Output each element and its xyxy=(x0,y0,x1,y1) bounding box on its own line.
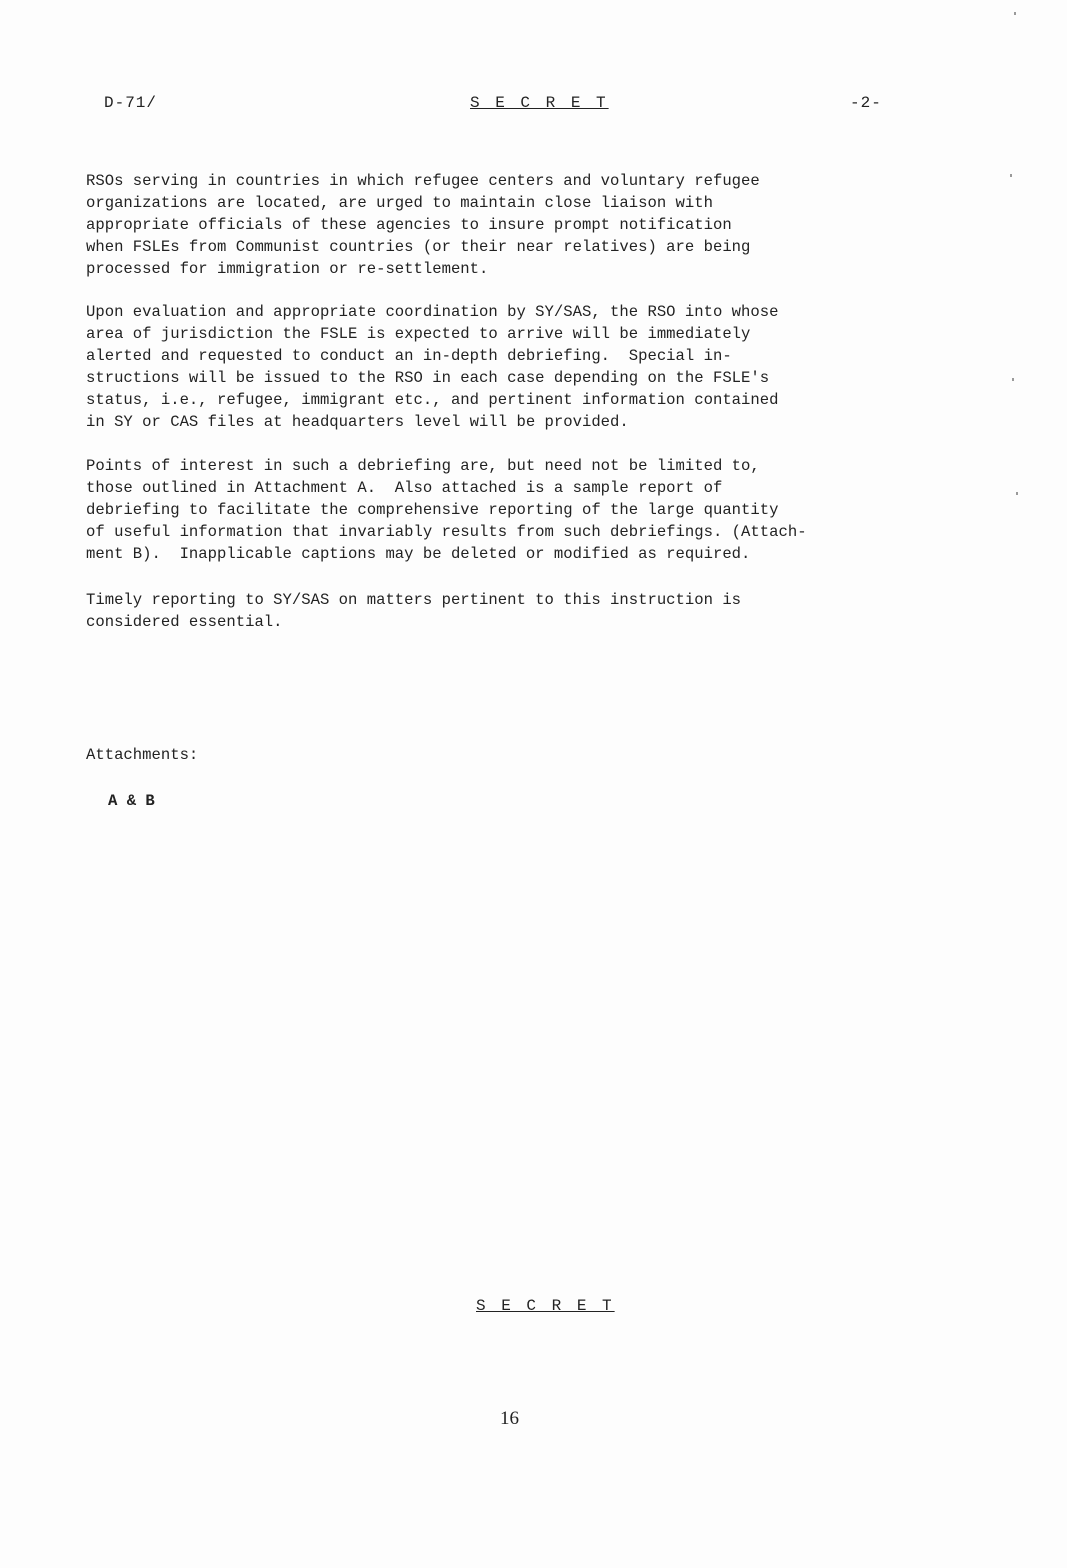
footer-classification: S E C R E T xyxy=(476,1297,615,1315)
header-classification: S E C R E T xyxy=(470,94,609,112)
paragraph-points-of-interest: Points of interest in such a debriefing are, but need not be limited to, those outlined in Attachment A. Also attached is a sample report of debriefing to facilitate the comprehensive reporting of the large quantity of useful information that invariably results from such debriefings. (Attach- ment B). Inapplicable captions may be deleted or modified as required. xyxy=(86,457,807,563)
document-reference: D-71/ xyxy=(104,94,158,112)
attachments-label: Attachments: xyxy=(86,746,199,764)
scan-speck xyxy=(1012,378,1014,381)
scan-speck xyxy=(1016,492,1018,495)
scan-speck xyxy=(1010,174,1012,177)
paragraph-liaison: RSOs serving in countries in which refugee centers and voluntary refugee organizations are located, are urged to maintain close liaison with appropriate officials of these agencies to insure prompt notification when FSLEs from Communist countries (or their near relatives) are being processed for immigration or re-settlement. xyxy=(86,172,760,278)
paragraph-evaluation: Upon evaluation and appropriate coordination by SY/SAS, the RSO into whose area of jurisdiction the FSLE is expected to arrive will be immediately alerted and requested to conduct an in-depth debriefing. Special in- structions will be issued to the RSO in each case depending on the FSLE's status, i.e., refugee, immigrant etc., and pertinent information contained in SY or CAS files at headquarters level will be provided. xyxy=(86,303,779,431)
page-label: -2- xyxy=(850,94,882,112)
paragraph-timely-reporting: Timely reporting to SY/SAS on matters pertinent to this instruction is considered essential. xyxy=(86,591,742,631)
scan-speck xyxy=(1014,12,1016,15)
attachments-value: A & B xyxy=(108,792,155,810)
page-number: 16 xyxy=(500,1408,519,1429)
